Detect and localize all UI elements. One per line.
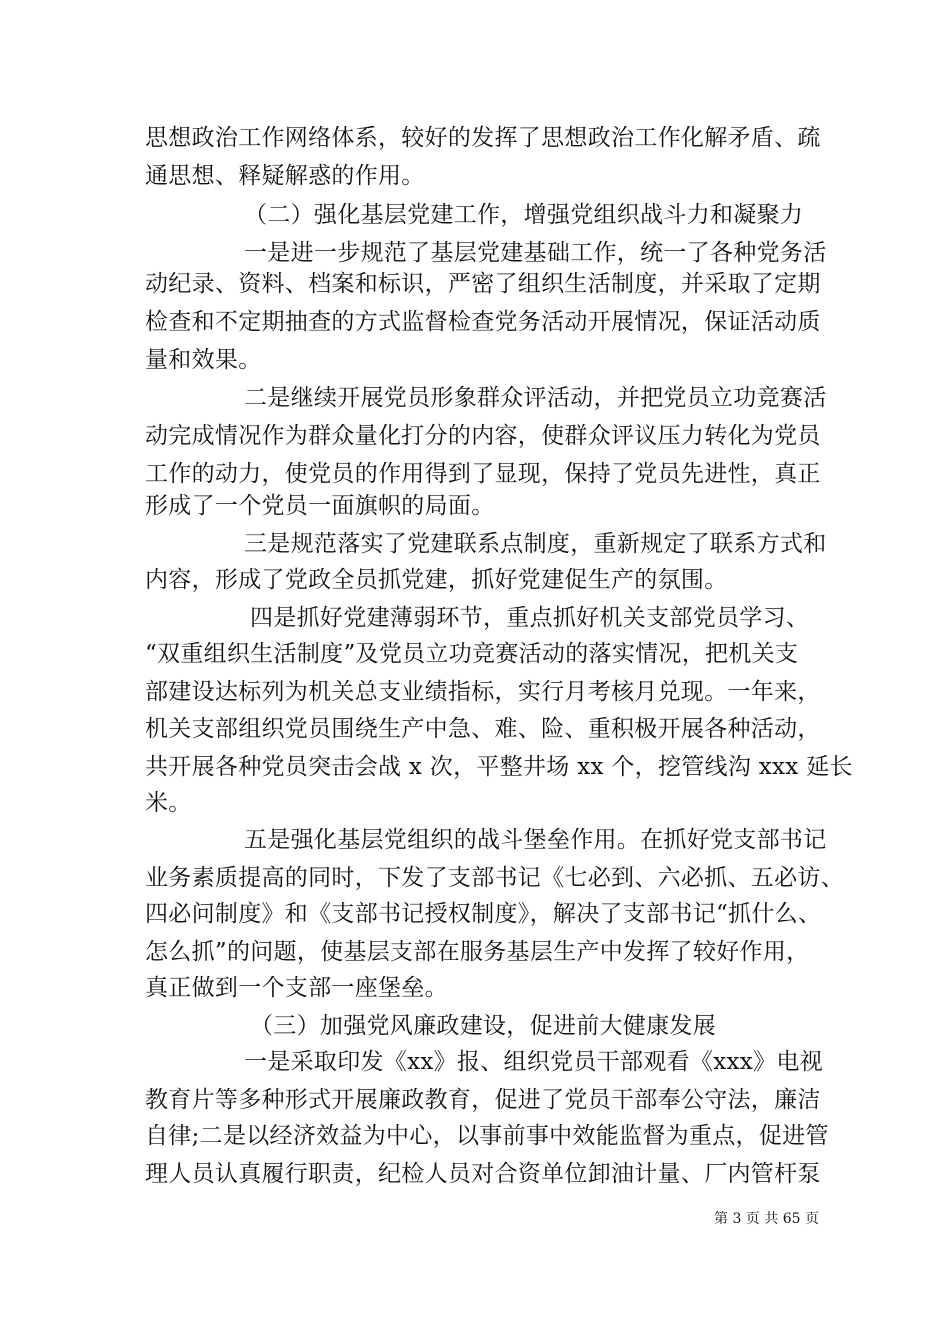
- text-line-19: 米。: [145, 790, 192, 816]
- text-line-27: 教育片等多种形式开展廉政教育，促进了党员干部奉公守法，廉洁: [145, 1087, 821, 1113]
- text-line-8: 二是继续开展党员形象群众评活动，并把党员立功竞赛活: [244, 385, 827, 411]
- text-line-15: “双重组织生活制度”及党员立功竞赛活动的落实情况，把机关支: [145, 641, 799, 667]
- page-number-footer: 第 3 页 共 65 页: [714, 1211, 819, 1227]
- text-line-13: 内容，形成了党政全员抓党建，抓好党建促生产的氛围。: [145, 567, 728, 593]
- section-heading-3: （三）加强党风廉政建设，促进前大健康发展: [250, 1013, 716, 1039]
- text-line-2: 通思想、释疑解惑的作用。: [145, 163, 425, 189]
- text-line-22: 四必问制度》和《支部书记授权制度》，解决了支部书记“抓什么、: [145, 901, 822, 927]
- text-line-26: 一是采取印发《xx》报、组织党员干部观看《xxx》电视: [244, 1049, 823, 1075]
- text-line-23: 怎么抓”的问题，使基层支部在服务基层生产中发挥了较好作用，: [145, 939, 810, 965]
- text-line-21: 业务素质提高的同时，下发了支部书记《七必到、六必抓、五必访、: [145, 865, 844, 891]
- text-line-29: 理人员认真履行职责，纪检人员对合资单位卸油计量、厂内管杆泵: [145, 1161, 821, 1187]
- text-line-16: 部建设达标列为机关总支业绩指标，实行月考核月兑现。一年来，: [145, 679, 821, 705]
- text-line-24: 真正做到一个支部一座堡垒。: [145, 975, 448, 1001]
- text-line-10: 工作的动力，使党员的作用得到了显现，保持了党员先进性，真正: [145, 461, 821, 487]
- text-line-12: 三是规范落实了党建联系点制度，重新规定了联系方式和: [244, 531, 827, 557]
- section-heading-2: （二）强化基层党建工作，增强党组织战斗力和凝聚力: [244, 202, 804, 228]
- text-line-4: 一是进一步规范了基层党建基础工作，统一了各种党务活: [244, 240, 827, 266]
- text-line-17: 机关支部组织党员围绕生产中急、难、险、重积极开展各种活动，: [145, 716, 821, 742]
- text-line-1: 思想政治工作网络体系，较好的发挥了思想政治工作化解矛盾、疏: [145, 125, 821, 151]
- text-line-28: 自律;二是以经济效益为中心，以事前事中效能监督为重点，促进管: [145, 1123, 829, 1149]
- text-line-7: 量和效果。: [145, 347, 262, 373]
- text-line-5: 动纪录、资料、档案和标识，严密了组织生活制度，并采取了定期: [145, 271, 821, 297]
- text-line-6: 检查和不定期抽查的方式监督检查党务活动开展情况，保证活动质: [145, 309, 821, 335]
- text-line-9: 动完成情况作为群众量化打分的内容，使群众评议压力转化为党员: [145, 423, 821, 449]
- text-line-14: 四是抓好党建薄弱环节，重点抓好机关支部党员学习、: [250, 605, 810, 631]
- text-line-18: 共开展各种党员突击会战 x 次，平整井场 xx 个，挖管线沟 xxx 延长: [145, 754, 853, 780]
- text-line-11: 形成了一个党员一面旗帜的局面。: [145, 493, 495, 519]
- text-line-20: 五是强化基层党组织的战斗堡垒作用。在抓好党支部书记: [244, 827, 827, 853]
